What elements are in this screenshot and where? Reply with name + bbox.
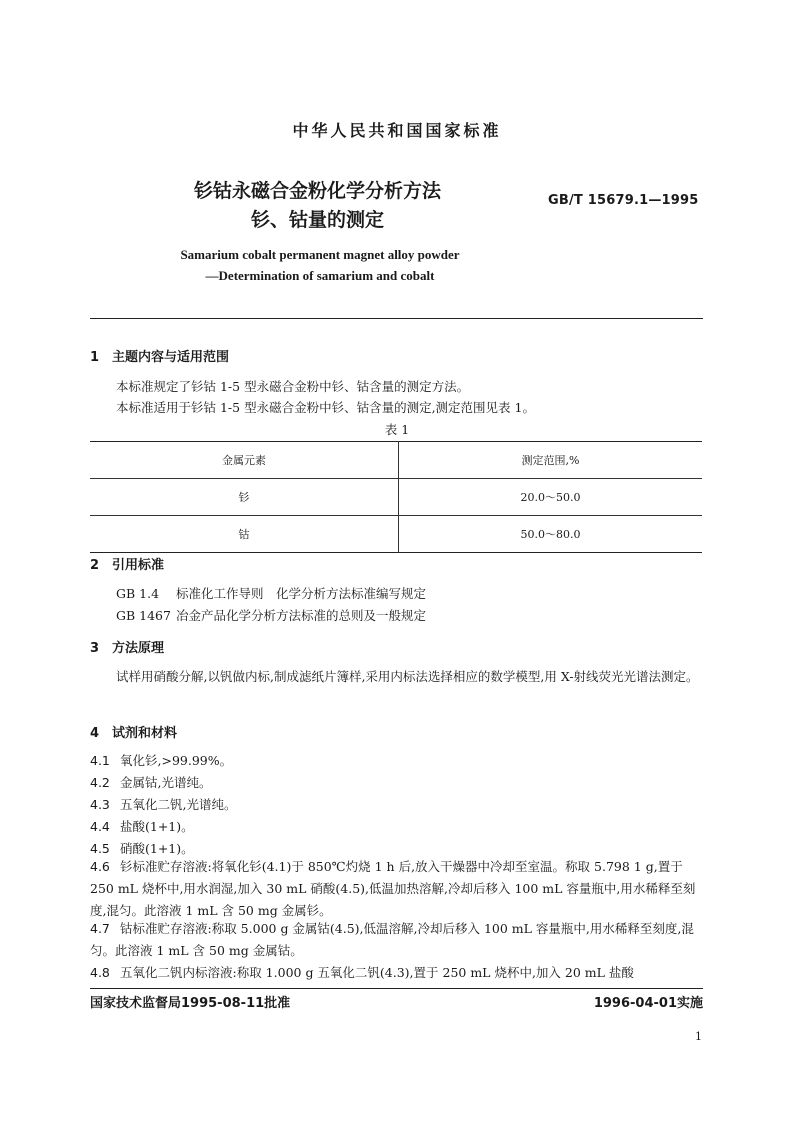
table-cell: 钴	[90, 516, 399, 553]
table-cell: 50.0～80.0	[520, 528, 581, 541]
item-number: 4.8	[90, 965, 110, 980]
section-title: 引用标准	[112, 558, 165, 573]
item-number: 4.2	[90, 775, 110, 790]
section-2-heading	[90, 554, 164, 573]
country-standard-heading: 中华人民共和国国家标准	[292, 121, 502, 140]
table-caption: 表 1	[384, 422, 410, 437]
section-title: 试剂和材料	[112, 726, 178, 741]
footer-divider	[90, 988, 703, 989]
table-cell: 钐	[90, 479, 399, 516]
item-text: 氧化钐,>99.99%。	[120, 753, 233, 768]
reference-item	[116, 584, 426, 602]
effective-date: 1996-04-01实施	[593, 996, 703, 1011]
standard-number: GB/T 15679.1—1995	[548, 193, 699, 208]
section-1-paragraph-1: 本标准规定了钐钴 1-5 型永磁合金粉中钐、钴含量的测定方法。	[116, 379, 470, 394]
section-1-heading	[90, 346, 229, 365]
reference-code: GB 1467	[116, 608, 171, 623]
section-title: 方法原理	[112, 641, 165, 656]
reagent-item	[90, 918, 702, 962]
item-text: 五氧化二钒,光谱纯。	[120, 797, 237, 812]
section-4-heading	[90, 722, 177, 741]
item-number: 4.1	[90, 753, 110, 768]
table-header-cell: 金属元素	[90, 442, 399, 479]
table-row	[90, 479, 702, 516]
approval-date: 国家技术监督局1995-08-11批准	[90, 996, 291, 1011]
section-number: 1	[90, 350, 100, 365]
reagent-item	[90, 962, 702, 984]
item-number: 4.6	[90, 859, 110, 874]
section-number: 2	[90, 558, 100, 573]
section-1-paragraph-2: 本标准适用于钐钴 1-5 型永磁合金粉中钐、钴含量的测定,测定范围见表 1。	[116, 400, 535, 415]
section-number: 4	[90, 726, 100, 741]
section-3-paragraph: 试样用硝酸分解,以钒做内标,制成滤纸片簿样,采用内标法选择相应的数学模型,用 X-射线荧光光谱法测定。	[116, 669, 699, 684]
reagent-item	[90, 750, 702, 772]
document-title-line1: 钐钴永磁合金粉化学分析方法	[193, 180, 441, 202]
table-row	[90, 516, 702, 553]
reference-text: 标准化工作导则 化学分析方法标准编写规定	[176, 586, 427, 601]
reference-text: 冶金产品化学分析方法标准的总则及一般规定	[176, 608, 427, 623]
document-title-line2: 钐、钴量的测定	[250, 209, 384, 231]
page-number: 1	[695, 1030, 702, 1043]
item-text: 钴标准贮存溶液:称取 5.000 g 金属钴(4.5),低温溶解,冷却后移入 100 mL 容量瓶中,用水稀释至刻度,混匀。此溶液 1 mL 含 50 mg 金属钴。	[90, 921, 694, 958]
item-number: 4.3	[90, 797, 110, 812]
english-title-line1: Samarium cobalt permanent magnet alloy powder	[180, 247, 460, 262]
item-text: 盐酸(1+1)。	[120, 819, 194, 834]
table-cell: 20.0～50.0	[520, 491, 581, 504]
item-text: 五氧化二钒内标溶液:称取 1.000 g 五氧化二钒(4.3),置于 250 mL 烧杯中,加入 20 mL 盐酸	[120, 965, 634, 980]
reference-code: GB 1.4	[116, 586, 160, 601]
range-table	[90, 441, 702, 553]
reference-item	[116, 606, 426, 624]
header-divider	[90, 318, 703, 319]
item-number: 4.5	[90, 841, 110, 856]
item-number: 4.4	[90, 819, 110, 834]
item-text: 金属钴,光谱纯。	[120, 775, 212, 790]
reagent-item	[90, 772, 702, 794]
table-header-cell: 测定范围,%	[521, 454, 580, 467]
item-number: 4.7	[90, 921, 110, 936]
section-title: 主题内容与适用范围	[112, 350, 230, 365]
section-3-heading	[90, 637, 164, 656]
item-text: 钐标准贮存溶液:将氧化钐(4.1)于 850℃灼烧 1 h 后,放入干燥器中冷却至室温。称取 5.798 1 g,置于 250 mL 烧杯中,用水润湿,加入 30 mL 硝酸(4.5),低温加热溶解,冷却后移入 100 mL 容量瓶中,用水稀释至刻度,混匀。此溶液 1 mL 含 50 mg 金属钐。	[90, 859, 696, 918]
table-header-row	[90, 442, 702, 479]
section-number: 3	[90, 641, 100, 656]
english-title-line2: —Determination of samarium and cobalt	[205, 268, 435, 283]
reagent-item	[90, 816, 702, 838]
reagent-item	[90, 856, 702, 922]
item-text: 硝酸(1+1)。	[120, 841, 194, 856]
reagent-item	[90, 794, 702, 816]
